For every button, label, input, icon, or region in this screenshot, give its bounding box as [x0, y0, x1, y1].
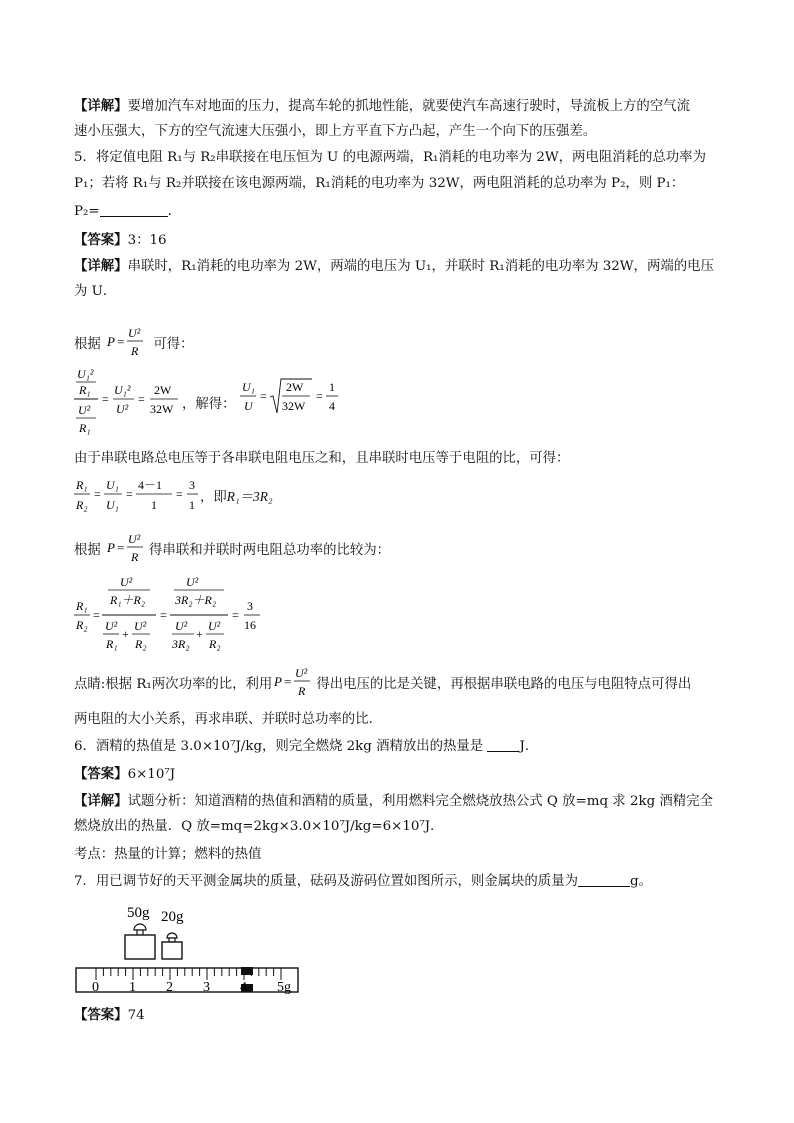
answer-tag: 【答案】: [74, 232, 128, 248]
formula-power: [105, 528, 149, 568]
q7-answer-line: [74, 1005, 145, 1026]
series-text: 由于串联电路总电压等于各串联电阻电压之和，且串联时电压等于电阻的比，可得：: [74, 451, 570, 466]
by-label: 根据: [74, 543, 101, 558]
sym-R2: R₂: [135, 637, 147, 651]
q5-question-line3: [74, 202, 181, 222]
weight-20g: [162, 942, 182, 959]
sym-R2: R₂: [76, 498, 88, 512]
r1-eq-3r2: R₁＝3R₂: [226, 489, 273, 504]
hint-line2: 两电阻的大小关系，再求串联、并联时总功率的比．: [74, 712, 382, 727]
formula-line-2: [74, 528, 390, 568]
sym-eq: =: [126, 487, 133, 501]
answer-tag: 【答案】: [74, 766, 128, 782]
sym-P: P: [107, 334, 115, 349]
q5-question-line2: P₁；若将 R₁与 R₂并联接在该电源两端，R₁消耗的电功率为 32W，两电阻消耗的总功率为 P₂，则 P₁：: [74, 176, 685, 191]
q5-text3-end: ．: [167, 204, 181, 219]
sym-R2: R₂: [209, 637, 221, 651]
sym-U2: U²: [116, 402, 129, 416]
sym-R: R: [131, 344, 139, 358]
sym-U2: U²: [78, 403, 91, 417]
val-1: 1: [189, 498, 195, 512]
sym-eq: =: [232, 608, 239, 622]
sym-U2: U²: [186, 575, 199, 589]
weight-20g-label: 20g: [161, 909, 184, 925]
sym-U1: U₁: [106, 478, 119, 492]
sym-U1sq: U₁²: [114, 383, 131, 397]
q5-text1: 将定值电阻 R₁与 R₂串联接在电压恒为 U 的电源两端，R₁消耗的电功率为 2W，两电阻消耗的总功率为: [95, 150, 706, 165]
sym-eq: =: [93, 608, 100, 622]
q6-answer-line: [74, 764, 175, 785]
sym-eq: =: [316, 389, 323, 403]
balance-beam: [76, 968, 298, 992]
balance-figure: [70, 900, 310, 1000]
detail-tag: 【详解】: [74, 98, 128, 114]
sym-plus: +: [196, 627, 203, 641]
sym-3R2-plus-R2: 3R₂＋R₂: [175, 593, 217, 607]
sym-eq: =: [117, 334, 125, 349]
val-32W: 32W: [282, 399, 306, 413]
val-4-minus-1: 4－1: [138, 478, 163, 492]
scale-label: 5g: [277, 980, 291, 995]
sym-U2: U²: [134, 619, 147, 633]
q6-unit: J．: [519, 739, 539, 754]
q6-detail-text1: 试题分析：知道酒精的热值和酒精的质量，利用燃料完全燃烧放热公式 Q 放=mq 求 2kg 酒精完全: [127, 794, 713, 809]
sym-R1: R₁: [106, 637, 118, 651]
formula-power: [272, 662, 316, 702]
sym-R1-plus-R2: R₁＋R₂: [110, 593, 146, 607]
val-3: 3: [247, 599, 253, 613]
detail-tag: 【详解】: [74, 793, 128, 809]
q5-detail-line1: [74, 256, 714, 277]
sym-R1: R₁: [76, 599, 88, 613]
q7-text: 用已调节好的天平测金属块的质量，砝码及游码位置如图所示，则金属块的质量为: [95, 874, 578, 889]
hint-label: 点睛:: [74, 677, 106, 692]
solve-label: ，解得：: [182, 397, 236, 412]
q4-detail-text1: 要增加汽车对地面的压力，提高车轮的抓地性能，就要使汽车高速行驶时，导流板上方的空气流: [127, 99, 690, 114]
val-32W: 32W: [150, 402, 174, 416]
sym-R1: R₁: [79, 421, 91, 435]
formula-line-1: [74, 322, 193, 362]
sym-R1: R₁: [79, 383, 91, 397]
by-label: 根据: [74, 337, 101, 352]
val-3: 3: [189, 478, 195, 492]
weight-50g-label: 50g: [127, 905, 150, 921]
q6-point: 考点：热量的计算；燃料的热值: [74, 847, 262, 862]
sym-plus: +: [122, 627, 129, 641]
scale-label: 2: [166, 980, 173, 995]
rider: [241, 967, 253, 975]
sym-U1: U₁: [106, 498, 119, 512]
val-4: 4: [329, 399, 335, 413]
sym-eq: =: [176, 487, 183, 501]
q5-detail-text1: 串联时，R₁消耗的电功率为 2W，两端的电压为 U₁，并联时 R₁消耗的电功率为 32W，两端的电压: [127, 259, 714, 274]
q4-detail-line1: [74, 96, 690, 117]
q7-number: 7．: [74, 874, 96, 889]
sym-P: P: [107, 540, 115, 555]
sym-R: R: [298, 684, 306, 698]
q5-answer-line: [74, 230, 167, 251]
sym-R1: R₁: [76, 478, 88, 492]
q7-answer: 74: [127, 1008, 145, 1023]
sym-eq: =: [260, 389, 267, 403]
ji-label: ，即: [200, 490, 227, 505]
sym-U: U: [244, 399, 253, 413]
q6-detail-line2: 燃烧放出的热量．Q 放=mq=2kg×3.0×10⁷J/kg=6×10⁷J．: [74, 819, 444, 834]
weight-20g-knob: [167, 933, 177, 938]
answer-blank: [487, 739, 519, 752]
sym-eq: =: [94, 487, 101, 501]
hint-line1: [74, 662, 691, 702]
sym-U2: U²: [120, 575, 133, 589]
q6-number: 6．: [74, 739, 96, 754]
formula-sqrt: [240, 375, 350, 425]
sym-U2: U²: [175, 619, 188, 633]
val-1: 1: [329, 380, 335, 394]
sym-eq: =: [138, 392, 145, 406]
q5-question-line1: [74, 148, 706, 168]
sym-U2: U²: [128, 532, 141, 546]
answer-tag: 【答案】: [74, 1007, 128, 1023]
answer-blank: [578, 874, 630, 887]
val-1: 1: [151, 498, 157, 512]
q6-detail-line1: [74, 791, 713, 812]
q5-answer: 3：16: [127, 233, 167, 248]
q4-detail-line2: 速小压强大，下方的空气流速大压强小，即上方平直下方凸起，产生一个向下的压强差。: [74, 124, 597, 139]
formula-power-ratio: [74, 572, 274, 656]
q7-question: [74, 872, 652, 892]
detail-tag: 【详解】: [74, 258, 128, 274]
q6-answer: 6×10⁷J: [127, 767, 176, 782]
sym-eq: =: [117, 540, 125, 555]
hint-text2: 得出电压的比是关键，再根据串联电路的电压与电阻特点可得出: [316, 677, 692, 692]
sym-U1: U₁: [242, 380, 255, 394]
q5-number: 5．: [74, 150, 96, 165]
can-get: 可得：: [153, 337, 194, 352]
weight-50g-knob: [134, 924, 146, 930]
q6-question: [74, 737, 538, 757]
sym-U2: U²: [128, 326, 141, 340]
sym-U2: U²: [208, 619, 221, 633]
ji-line: [200, 486, 273, 505]
scale-label: 1: [129, 980, 136, 995]
val-2W: 2W: [286, 380, 304, 394]
sym-U2: U²: [295, 666, 308, 680]
sym-R: R: [131, 550, 139, 564]
sym-3R2: 3R₂: [172, 637, 190, 651]
weight-50g: [125, 935, 155, 959]
hint-text1: 根据 R₁两次功率的比，利用: [105, 677, 273, 692]
scale-label: 0: [92, 980, 99, 995]
by2-text: 得串联和并联时两电阻总功率的比较为：: [149, 543, 391, 558]
answer-blank: [100, 204, 168, 217]
sym-R2: R₂: [76, 618, 88, 632]
sym-P: P: [274, 674, 283, 689]
q5-detail-line2: 为 U．: [74, 284, 117, 299]
sym-U2: U²: [105, 619, 118, 633]
q5-text3: P₂=: [74, 204, 100, 219]
val-16: 16: [244, 618, 256, 632]
val-2W: 2W: [154, 383, 172, 397]
q6-text: 酒精的热值是 3.0×10⁷J/kg，则完全燃烧 2kg 酒精放出的热量是: [95, 739, 484, 754]
sym-eq: =: [160, 608, 167, 622]
sym-U1sq: U₁²: [77, 367, 94, 381]
q7-unit: g。: [629, 874, 652, 889]
scale-label: 3: [203, 980, 210, 995]
sym-eq: =: [284, 674, 292, 689]
scale-label: 4: [240, 980, 247, 995]
sym-eq: =: [102, 392, 109, 406]
